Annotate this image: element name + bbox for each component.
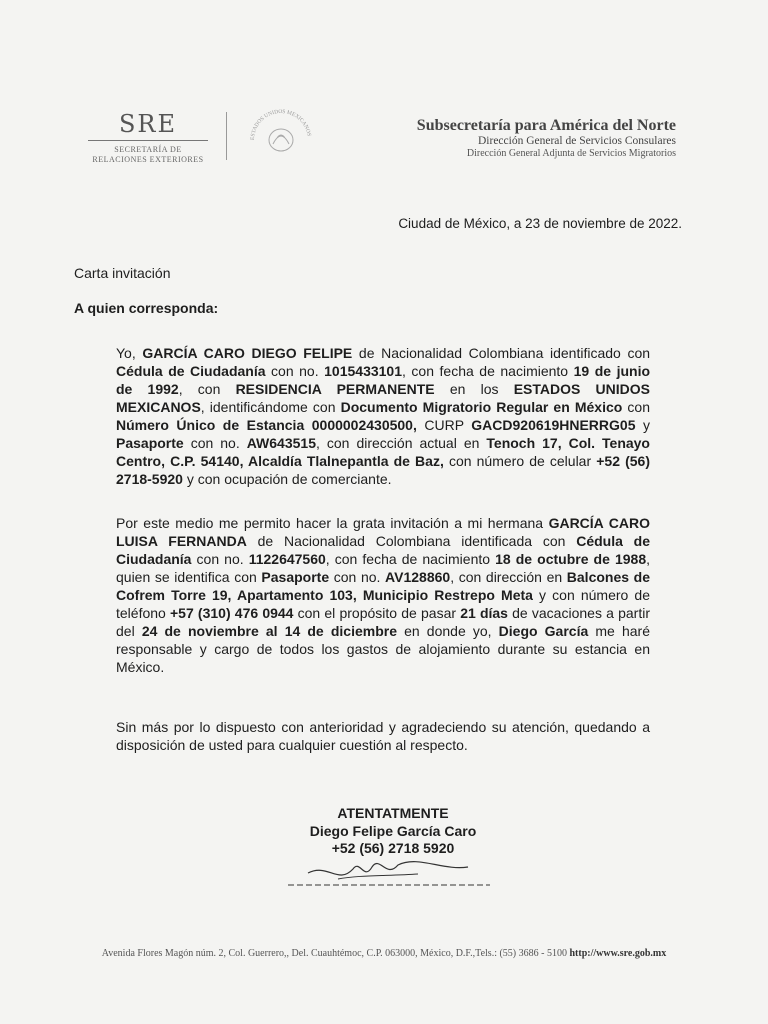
text-run: , identificándome con: [200, 399, 341, 415]
text-run: , con fecha de nacimiento: [402, 363, 574, 379]
text-run: con no.: [265, 363, 325, 379]
text-run: con: [622, 399, 650, 415]
paragraph-2: [116, 514, 650, 676]
logo-rule: [88, 140, 208, 141]
bold-text-run: 24 de noviembre al 14 de diciembre: [141, 623, 397, 639]
bold-text-run: +52 (56) 2718-5920: [116, 453, 650, 487]
text-run: Yo,: [116, 345, 143, 361]
bold-text-run: +57 (310) 476 0944: [170, 605, 294, 621]
bold-text-run: Pasaporte: [116, 435, 184, 451]
bold-text-run: 19 de junio de 1992: [116, 363, 651, 397]
bold-text-run: GARCÍA CARO DIEGO FELIPE: [142, 345, 353, 361]
paragraph-3: Sin más por lo dispuesto con anterioridad y agradeciendo su atención, quedando a disposición de usted para cualquier cuestión al respecto.: [116, 719, 650, 753]
text-run: , con dirección actual en: [316, 435, 487, 451]
bold-text-run: 21 días: [460, 605, 508, 621]
text-run: , con fecha de nacimiento: [325, 551, 496, 567]
text-run: de Nacionalidad Colombiana identificada con: [246, 533, 577, 549]
bold-text-run: RESIDENCIA PERMANENTE: [235, 381, 435, 397]
bold-text-run: Número Único de Estancia 0000002430500,: [116, 417, 417, 433]
text-run: , con dirección en: [450, 569, 567, 585]
text-run: y con número de teléfono: [116, 587, 650, 621]
letterhead-title: Subsecretaría para América del Norte: [416, 117, 676, 134]
bold-text-run: 1122647560: [248, 551, 326, 567]
bold-text-run: Tenoch 17, Col. Tenayo Centro, C.P. 54140, Alcaldía Tlalnepantla de Baz,: [116, 435, 650, 469]
bold-text-run: Pasaporte: [261, 569, 330, 585]
letterhead-title-block: [417, 117, 676, 160]
logo-divider: [226, 112, 227, 160]
bold-text-run: GARCÍA CARO LUISA FERNANDA: [116, 515, 650, 549]
bold-text-run: AW643515: [246, 435, 316, 451]
closing-salutation: ATENTATMENTE: [337, 805, 449, 821]
bold-text-run: Documento Migratorio Regular en México: [340, 399, 623, 415]
footer: [40, 948, 728, 959]
bold-text-run: Cédula de Ciudadanía: [116, 533, 651, 567]
bold-text-run: Balcones de Cofrem Torre 19, Apartamento 103, Municipio Restrepo Meta: [116, 569, 650, 603]
sre-logo: [88, 110, 208, 165]
logo-line-2: RELACIONES EXTERIORES: [92, 155, 204, 164]
text-run: con no.: [191, 551, 249, 567]
footer-url[interactable]: http://www.sre.gob.mx: [569, 948, 667, 959]
signer-phone: +52 (56) 2718 5920: [331, 840, 455, 856]
text-run: , con: [178, 381, 236, 397]
bold-text-run: AV128860: [385, 569, 451, 585]
letter-salutation: A quien corresponda:: [74, 300, 219, 316]
letter-subject: Carta invitación: [74, 265, 171, 281]
logo-line-1: SECRETARÍA DE: [114, 145, 182, 154]
national-seal-icon: [244, 100, 318, 164]
text-run: , quien se identifica con: [116, 551, 650, 585]
text-run: Por este medio me permito hacer la grata invitación a mi hermana: [116, 515, 549, 531]
seal-text: ESTADOS UNIDOS MEXICANOS: [249, 108, 312, 141]
text-run: y: [635, 417, 650, 433]
letterhead-subtitle: Dirección General de Servicios Consulares: [478, 135, 676, 147]
bold-text-run: Cédula de Ciudadanía: [116, 363, 266, 379]
text-run: en los: [434, 381, 514, 397]
paragraph-1: [116, 344, 650, 488]
text-run: CURP: [416, 417, 472, 433]
letter-date: Ciudad de México, a 23 de noviembre de 2022.: [398, 216, 682, 231]
text-run: con no.: [183, 435, 247, 451]
footer-address: Avenida Flores Magón núm. 2, Col. Guerrero,, Del. Cuauhtémoc, C.P. 063000, México, D.F.,Tels.: (55) 3686 - 5100: [101, 948, 567, 959]
signer-name: Diego Felipe García Caro: [309, 822, 477, 839]
text-run: y con ocupación de comerciante.: [182, 471, 392, 487]
text-run: en donde yo,: [396, 623, 499, 639]
text-run: de vacaciones a partir del: [116, 605, 650, 639]
text-run: me haré responsable y cargo de todos los gastos de alojamiento durante su estancia en México.: [116, 623, 650, 675]
sre-acronym: SRE: [118, 110, 178, 138]
text-run: con el propósito de pasar: [293, 605, 461, 621]
letterhead-subtitle-2: Dirección General Adjunta de Servicios Migratorios: [466, 148, 676, 159]
bold-text-run: Diego García: [498, 623, 589, 639]
text-run: de Nacionalidad Colombiana identificado con: [352, 345, 651, 361]
text-run: con no.: [329, 569, 386, 585]
bold-text-run: 18 de octubre de 1988: [495, 551, 647, 567]
bold-text-run: 1015433101: [324, 363, 403, 379]
text-run: con número de celular: [443, 453, 597, 469]
bold-text-run: GACD920619HNERRG05: [471, 417, 636, 433]
bold-text-run: ESTADOS UNIDOS MEXICANOS: [116, 381, 650, 415]
handwritten-signature: [268, 845, 508, 895]
